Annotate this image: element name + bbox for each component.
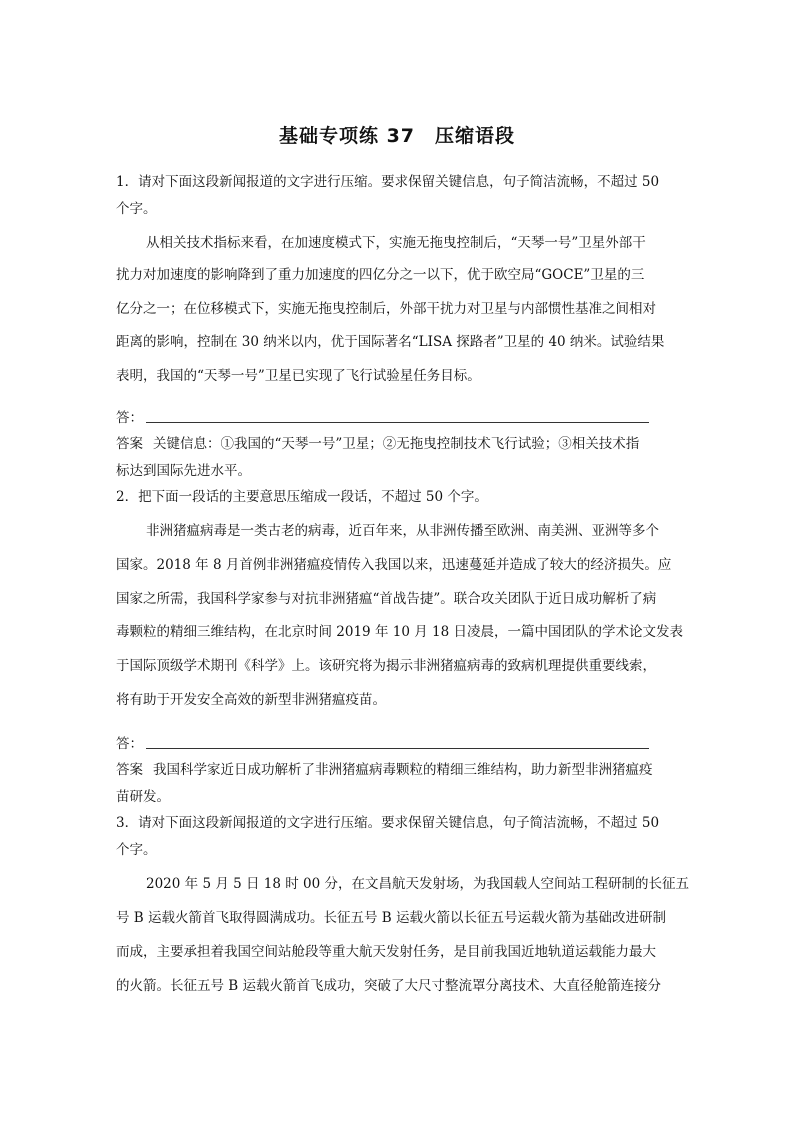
q2-key-label: 答案 <box>116 762 143 778</box>
q1-answer-label: 答： <box>116 410 143 426</box>
q3-passage-line: 的火箭。长征五号 B 运载火箭首飞成功，突破了大尺寸整流罩分离技术、大直径舱箭连接分 <box>116 978 662 994</box>
q1-passage-line: 表明，我国的“天琴一号”卫星已实现了飞行试验星任务目标。 <box>116 368 481 384</box>
q1-passage-line: 亿分之一；在位移模式下，实施无拖曳控制后，外部干扰力对卫星与内部惯性基准之间相对 <box>116 301 656 317</box>
q2-passage-line: 国家之所需，我国科学家参与对抗非洲猪瘟“首战告捷”。联合攻关团队于近日成功解析了病 <box>116 591 657 607</box>
q2-passage-line: 于国际顶级学术期刊《科学》上。该研究将为揭示非洲猪瘟病毒的致病机理提供重要线索， <box>116 658 656 674</box>
q1-key-label: 答案 <box>116 436 143 452</box>
q2-passage-line: 毒颗粒的精细三维结构，在北京时间 2019 年 10 月 18 日凌晨，一篇中国团队的学术论文发表 <box>116 624 683 640</box>
q2-answer-line[interactable] <box>146 748 649 749</box>
q3-passage-line: 而成，主要承担着我国空间站舱段等重大航天发射任务，是目前我国近地轨道运载能力最大 <box>116 944 656 960</box>
q1-passage-line: 距离的影响，控制在 30 纳米以内，优于国际著名“LISA 探路者”卫星的 40 纳米。试验结果 <box>116 334 665 350</box>
q2-prompt-line: 2．把下面一段话的主要意思压缩成一段话，不超过 50 个字。 <box>116 489 488 505</box>
q1-answer-line[interactable] <box>146 422 649 423</box>
q1-passage-line: 从相关技术指标来看，在加速度模式下，实施无拖曳控制后，“天琴一号”卫星外部干 <box>146 235 646 251</box>
q1-key-line: 标达到国际先进水平。 <box>116 463 251 479</box>
q2-passage-line: 国家。2018 年 8 月首例非洲猪瘟疫情传入我国以来，迅速蔓延并造成了较大的经济损失。应 <box>116 557 672 573</box>
q2-answer-label: 答： <box>116 736 143 752</box>
q3-passage-line: 号 B 运载火箭首飞取得圆满成功。长征五号 B 运载火箭以长征五号运载火箭为基础改进研制 <box>116 910 667 926</box>
q3-prompt-line: 3．请对下面这段新闻报道的文字进行压缩。要求保留关键信息，句子简洁流畅，不超过 50 <box>116 815 660 831</box>
q1-passage-line: 扰力对加速度的影响降到了重力加速度的四亿分之一以下，优于欧空局“GOCE”卫星的三 <box>116 267 645 283</box>
q2-passage-line: 非洲猪瘟病毒是一类古老的病毒，近百年来，从非洲传播至欧洲、南美洲、亚洲等多个 <box>146 523 659 539</box>
q3-prompt-line: 个字。 <box>116 842 157 858</box>
q2-key-text: 我国科学家近日成功解析了非洲猪瘟病毒颗粒的精细三维结构，助力新型非洲猪瘟疫 <box>153 762 653 778</box>
q1-prompt-line: 1．请对下面这段新闻报道的文字进行压缩。要求保留关键信息，句子简洁流畅，不超过 50 <box>116 174 660 190</box>
q1-key-line <box>116 434 639 454</box>
page-title: 基础专项练 37 压缩语段 <box>278 125 516 147</box>
q1-prompt-line: 个字。 <box>116 201 157 217</box>
q1-key-text: 关键信息：①我国的“天琴一号”卫星；②无拖曳控制技术飞行试验；③相关技术指 <box>153 436 640 452</box>
q2-key-line: 苗研发。 <box>116 789 170 805</box>
q2-key-line <box>116 760 653 780</box>
q3-passage-line: 2020 年 5 月 5 日 18 时 00 分，在文昌航天发射场，为我国载人空间站工程研制的长征五 <box>146 876 690 892</box>
q2-passage-line: 将有助于开发安全高效的新型非洲猪瘟疫苗。 <box>116 692 386 708</box>
